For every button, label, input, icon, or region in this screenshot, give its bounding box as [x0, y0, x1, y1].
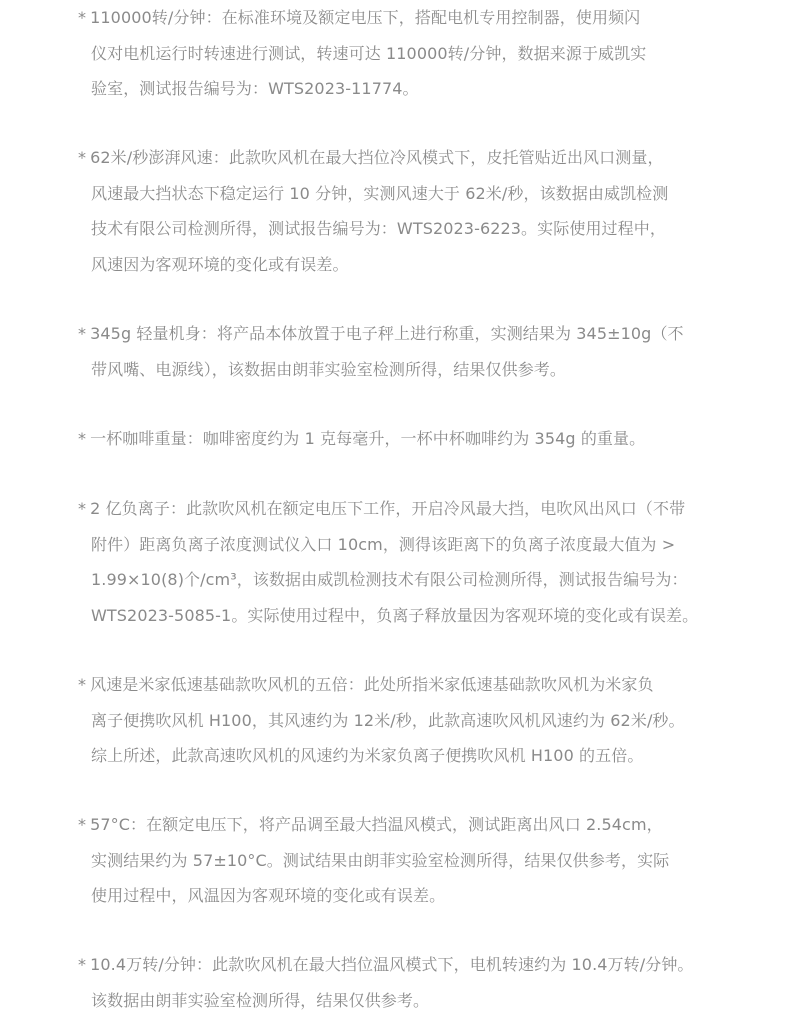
note-line: 综上所述，此款高速吹风机的风速约为米家负离子便携吹风机 H100 的五倍。 — [91, 746, 644, 765]
bullet-asterisk: * — [78, 815, 87, 834]
note-line: * 2 亿负离子：此款吹风机在额定电压下工作，开启冷风最大挡，电吹风出风口（不带 — [78, 499, 686, 518]
note-temperature — [78, 807, 728, 914]
note-line: 风速因为客观环境的变化或有误差。 — [91, 254, 349, 274]
bullet-asterisk: * — [78, 675, 87, 694]
note-motor-rpm — [78, 947, 728, 1018]
note-coffee-weight — [78, 421, 728, 457]
note-weight — [78, 316, 728, 387]
note-line: 1.99×10(8)个/cm³，该数据由威凯检测技术有限公司检测所得，测试报告编号为： — [91, 570, 688, 589]
bullet-asterisk: * — [78, 429, 87, 448]
note-line: * 345g 轻量机身：将产品本体放置于电子秤上进行称重，实测结果为 345±10g（不 — [78, 324, 684, 343]
note-line: 附件）距离负离子浓度测试仪入口 10cm，测得该距离下的负离子浓度最大值为 > — [91, 534, 676, 554]
note-wind-speed — [78, 140, 728, 282]
bullet-asterisk: * — [78, 324, 87, 343]
note-line: * 一杯咖啡重量：咖啡密度约为 1 克每毫升，一杯中杯咖啡约为 354g 的重量。 — [78, 429, 646, 448]
note-line: 风速最大挡状态下稳定运行 10 分钟，实测风速大于 62米/秒，该数据由威凯检测 — [91, 183, 669, 203]
note-line: * 110000转/分钟：在标准环境及额定电压下，搭配电机专用控制器，使用频闪 — [78, 8, 641, 27]
bullet-asterisk: * — [78, 499, 87, 518]
note-negative-ions — [78, 491, 728, 633]
note-line: 仪对电机运行时转速进行测试，转速可达 110000转/分钟，数据来源于威凯实 — [91, 43, 647, 63]
note-line: * 62米/秒澎湃风速：此款吹风机在最大挡位冷风模式下，皮托管贴近出风口测量， — [78, 148, 664, 167]
bullet-asterisk: * — [78, 955, 87, 974]
note-line: * 风速是米家低速基础款吹风机的五倍：此处所指米家低速基础款吹风机为米家负 — [78, 675, 654, 694]
note-line: WTS2023-5085-1。实际使用过程中，负离子释放量因为客观环境的变化或有误差。 — [91, 605, 699, 625]
note-line: 使用过程中，风温因为客观环境的变化或有误差。 — [91, 886, 446, 905]
bullet-asterisk: * — [78, 148, 87, 167]
note-line: 验室，测试报告编号为：WTS2023-11774。 — [91, 79, 419, 98]
note-line: 实测结果约为 57±10°C。测试结果由朗菲实验室检测所得，结果仅供参考，实际 — [91, 850, 670, 870]
note-line: 该数据由朗菲实验室检测所得，结果仅供参考。 — [91, 990, 430, 1010]
note-line: 带风嘴、电源线），该数据由朗菲实验室检测所得，结果仅供参考。 — [91, 359, 567, 379]
note-line: * 57°C：在额定电压下，将产品调至最大挡温风模式，测试距离出风口 2.54cm， — [78, 815, 663, 834]
note-speed-comparison — [78, 667, 728, 774]
note-line: * 10.4万转/分钟：此款吹风机在最大挡位温风模式下，电机转速约为 10.4万转/分钟。 — [78, 955, 694, 974]
note-motor-speed — [78, 0, 728, 107]
note-line: 技术有限公司检测所得，测试报告编号为：WTS2023-6223。实际使用过程中， — [91, 219, 666, 238]
bullet-asterisk: * — [78, 8, 87, 27]
note-line: 离子便携吹风机 H100，其风速约为 12米/秒，此款高速吹风机风速约为 62米/秒。 — [91, 710, 685, 730]
